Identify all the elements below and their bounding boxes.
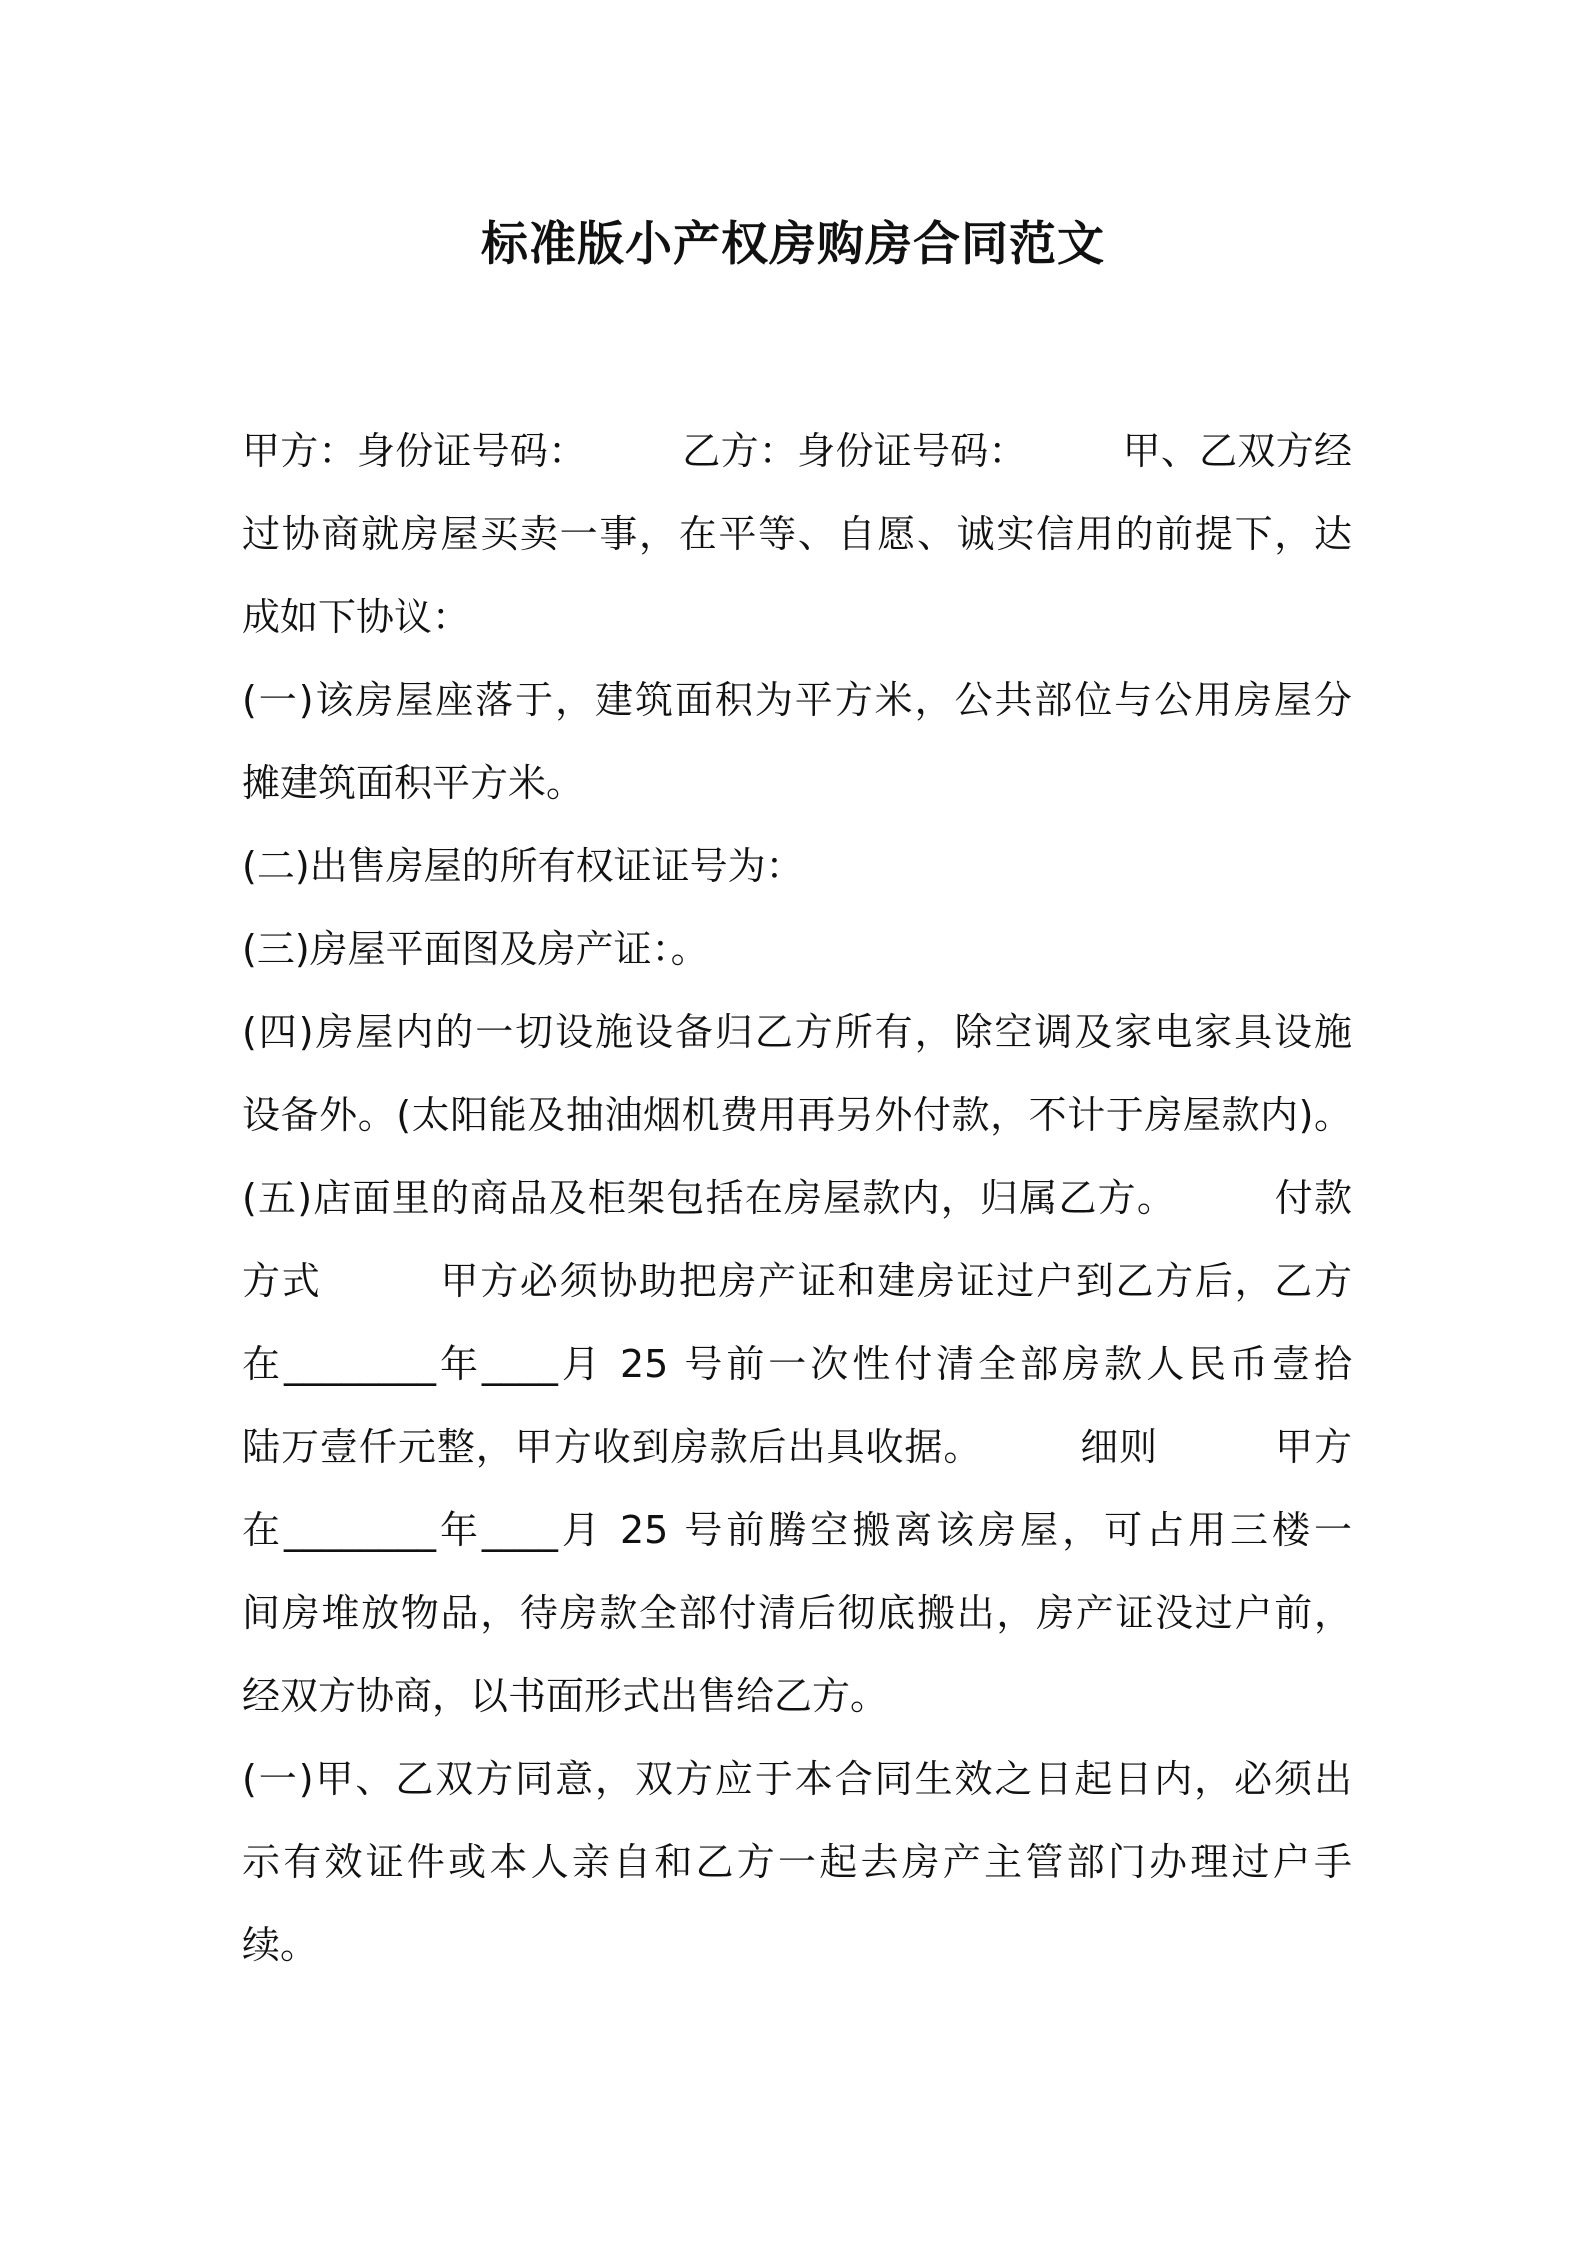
body-line-1: 甲方：身份证号码： 乙方：身份证号码： 甲、乙双方经	[242, 429, 1352, 473]
body-line-7: (三)房屋平面图及房产证：。	[242, 927, 709, 971]
document-body	[242, 410, 1352, 1987]
body-line-4: (一)该房屋座落于，建筑面积为平方米，公共部位与公用房屋分	[242, 678, 1352, 722]
body-line-9: 设备外。(太阳能及抽油烟机费用再另外付款，不计于房屋款内)。	[242, 1093, 1352, 1137]
document-title: 标准版小产权房购房合同范文	[481, 217, 1105, 272]
body-line-2: 过协商就房屋买卖一事，在平等、自愿、诚实信用的前提下，达	[242, 512, 1352, 556]
body-line-10: (五)店面里的商品及柜架包括在房屋款内，归属乙方。 付款	[242, 1176, 1352, 1220]
body-line-14: 在________年____月 25 号前腾空搬离该房屋，可占用三楼一	[242, 1508, 1352, 1552]
body-line-5: 摊建筑面积平方米。	[242, 761, 585, 805]
body-line-13: 陆万壹仟元整，甲方收到房款后出具收据。 细则 甲方	[242, 1425, 1352, 1469]
body-line-18: 示有效证件或本人亲自和乙方一起去房产主管部门办理过户手	[242, 1840, 1352, 1884]
body-line-8: (四)房屋内的一切设施设备归乙方所有，除空调及家电家具设施	[242, 1010, 1352, 1054]
body-line-12: 在________年____月 25 号前一次性付清全部房款人民币壹拾	[242, 1342, 1352, 1386]
body-line-19: 续。	[242, 1923, 319, 1967]
body-line-11: 方式 甲方必须协助把房产证和建房证过户到乙方后，乙方	[242, 1259, 1352, 1303]
body-line-6: (二)出售房屋的所有权证证号为：	[242, 844, 804, 888]
body-line-15: 间房堆放物品，待房款全部付清后彻底搬出，房产证没过户前，	[242, 1591, 1352, 1635]
body-line-17: (一)甲、乙双方同意，双方应于本合同生效之日起日内，必须出	[242, 1757, 1352, 1801]
body-line-16: 经双方协商，以书面形式出售给乙方。	[242, 1674, 889, 1718]
body-line-3: 成如下协议：	[242, 595, 471, 639]
